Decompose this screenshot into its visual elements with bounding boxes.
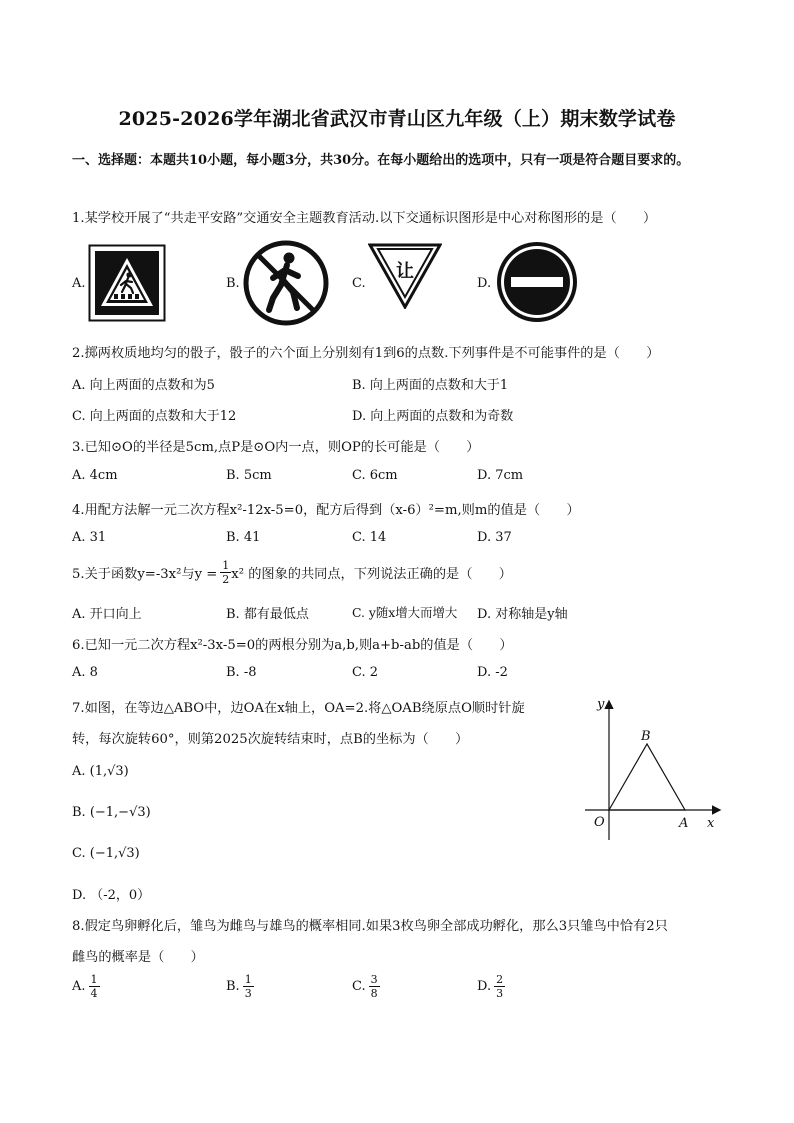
q8-stem-line2: 雌鸟的概率是（ ）	[72, 950, 204, 965]
q3-stem: 3.已知⊙O的半径是5cm,点P是⊙O内一点，则OP的长可能是（ ）	[72, 440, 480, 455]
q6-option-d: D. -2	[477, 665, 508, 680]
q8-stem-line1: 8.假定鸟卵孵化后，雏鸟为雌鸟与雄鸟的概率相同.如果3枚鸟卵全部成功孵化，那么3只雏鸟中恰有2只	[72, 919, 668, 934]
q8-option-a-fraction	[89, 974, 100, 999]
origin-label: O	[594, 815, 605, 830]
q1-option-a-label: A.	[72, 276, 86, 291]
q8-option-d-label: D.	[477, 979, 492, 994]
q3-option-c: C. 6cm	[352, 468, 398, 483]
exam-title: 2025-2026学年湖北省武汉市青山区九年级（上）期末数学试卷	[118, 108, 676, 130]
q8-option-d	[477, 974, 505, 999]
q6-stem: 6.已知一元二次方程x²-3x-5=0的两根分别为a,b,则a+b-ab的值是（ ）	[72, 638, 513, 653]
y-axis-label: y	[597, 697, 605, 712]
q7-stem-line2: 转，每次旋转60°，则第2025次旋转结束时，点B的坐标为（ ）	[72, 732, 469, 747]
q1-stem: 1.某学校开展了“共走平安路”交通安全主题教育活动.以下交通标识图形是中心对称图形的是（ ）	[72, 211, 657, 226]
q3-option-a: A. 4cm	[72, 468, 118, 483]
q6-option-a: A. 8	[72, 665, 98, 680]
q4-option-d: D. 37	[477, 530, 512, 545]
q6-option-c: C. 2	[352, 665, 379, 680]
yield-sign-text: 让	[396, 261, 414, 282]
q5-fraction-denominator: 2	[222, 573, 230, 586]
q8-option-c-numerator: 3	[370, 973, 378, 986]
q7-option-d: D. （-2，0）	[72, 888, 151, 903]
q7-option-a: A. (1,√3)	[72, 764, 129, 779]
q8-option-a	[72, 974, 100, 999]
q2-option-c: C. 向上两面的点数和大于12	[72, 409, 237, 424]
q2-stem: 2.掷两枚质地均匀的骰子，骰子的六个面上分别刻有1到6的点数.下列事件是不可能事件的是（ ）	[72, 346, 660, 361]
q8-option-c-label: C.	[352, 979, 366, 994]
q7-coordinate-figure	[575, 694, 725, 844]
q5-fraction-numerator: 1	[222, 559, 230, 572]
q4-stem: 4.用配方法解一元二次方程x²-12x-5=0，配方后得到（x-6）²=m,则m的值是（ ）	[72, 503, 580, 518]
q5-option-c: C. y随x增大而增大	[352, 605, 458, 620]
q8-option-c	[352, 974, 380, 999]
q5-stem-before: 5.关于函数y=-3x²与y =	[72, 567, 218, 582]
q8-option-c-fraction	[369, 974, 380, 999]
x-axis-label: x	[707, 816, 715, 831]
q4-option-b: B. 41	[226, 530, 261, 545]
q7-option-b: B. (−1,−√3)	[72, 805, 151, 820]
q7-stem-line1: 7.如图，在等边△ABO中，边OA在x轴上，OA=2.将△OAB绕原点O顺时针旋	[72, 701, 525, 716]
q8-option-b	[226, 974, 254, 999]
q8-option-c-denominator: 8	[370, 987, 378, 1000]
q5-stem-after: x² 的图象的共同点，下列说法正确的是（ ）	[231, 567, 512, 582]
point-b-label: B	[641, 729, 651, 744]
q1-option-c-label: C.	[352, 276, 366, 291]
q7-option-c: C. (−1,√3)	[72, 846, 140, 861]
no-pedestrians-sign-icon	[243, 240, 329, 326]
q5-fraction	[220, 560, 231, 585]
q8-option-b-denominator: 3	[244, 987, 252, 1000]
q2-option-b: B. 向上两面的点数和大于1	[352, 378, 509, 393]
pedestrian-crossing-sign-icon	[88, 244, 166, 322]
q5-option-a: A. 开口向上	[72, 607, 142, 622]
yield-sign-icon	[368, 243, 442, 309]
q8-option-d-denominator: 3	[496, 987, 504, 1000]
q8-option-a-label: A.	[72, 979, 86, 994]
q5-stem	[72, 560, 512, 585]
q5-option-d: D. 对称轴是y轴	[477, 607, 568, 622]
section-heading: 一、选择题：本题共10小题，每小题3分，共30分。在每小题给出的选项中，只有一项是符合题目要求的。	[72, 153, 690, 168]
triangle-abo	[609, 744, 685, 810]
q1-option-b-label: B.	[226, 276, 240, 291]
q2-option-d: D. 向上两面的点数和为奇数	[352, 409, 514, 424]
point-a-label: A	[679, 816, 689, 831]
q3-option-d: D. 7cm	[477, 468, 524, 483]
q6-option-b: B. -8	[226, 665, 257, 680]
no-entry-sign-icon	[496, 241, 578, 323]
q3-option-b: B. 5cm	[226, 468, 272, 483]
q8-option-a-numerator: 1	[90, 973, 98, 986]
q4-option-a: A. 31	[72, 530, 107, 545]
q8-option-b-fraction	[243, 974, 254, 999]
q8-option-b-numerator: 1	[244, 973, 252, 986]
q2-option-a: A. 向上两面的点数和为5	[72, 378, 215, 393]
q8-option-d-numerator: 2	[496, 973, 504, 986]
q8-option-b-label: B.	[226, 979, 240, 994]
q8-option-a-denominator: 4	[90, 987, 98, 1000]
q1-option-d-label: D.	[477, 276, 492, 291]
q5-option-b: B. 都有最低点	[226, 607, 309, 622]
q8-option-d-fraction	[494, 974, 505, 999]
q4-option-c: C. 14	[352, 530, 387, 545]
